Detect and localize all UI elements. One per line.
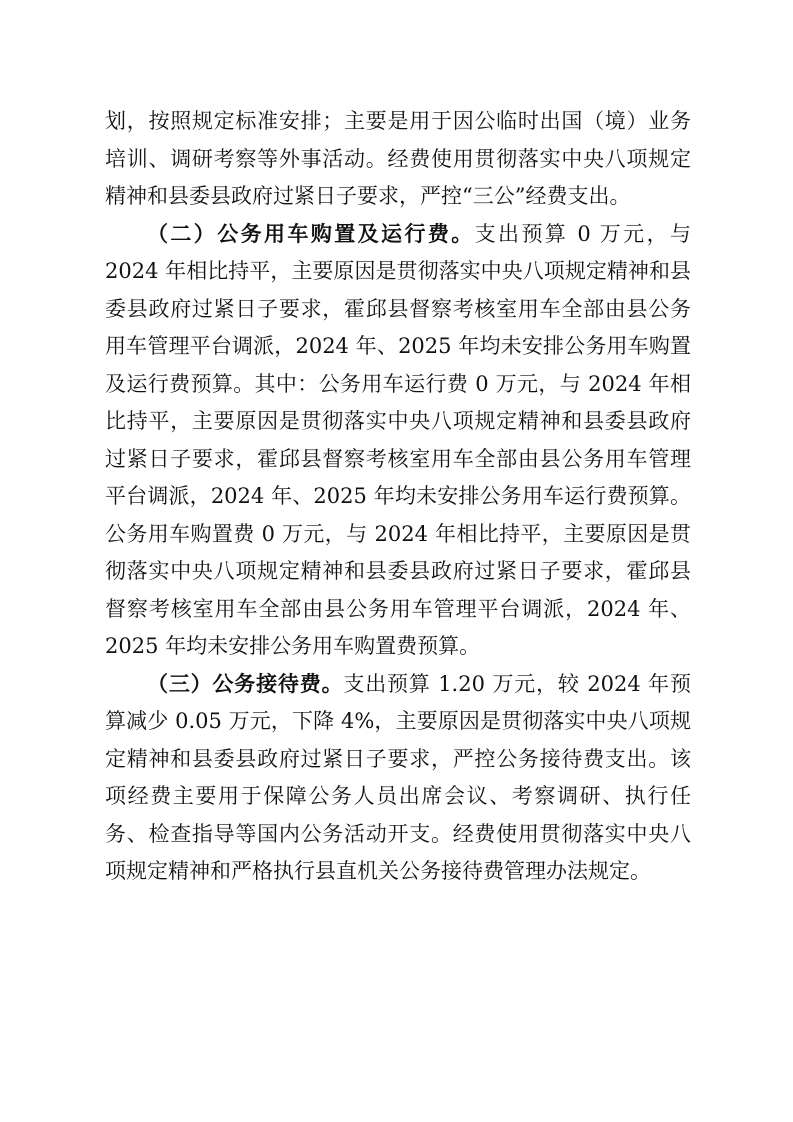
section-heading-vehicle: （二）公务用车购置及运行费。 — [147, 221, 475, 246]
paragraph-text: 划，按照规定标准安排；主要是用于因公临时出国（境）业务培训、调研考察等外事活动。经费使用贯彻落实中央八项规定精神和县委县政府过紧日子要求，严控“三公”经费支出。 — [105, 109, 691, 208]
paragraph-text: 支出预算 1.20 万元，较 2024 年预算减少 0.05 万元，下降 4%，主要原因是贯彻落实中央八项规定精神和县委县政府过紧日子要求，严控公务接待费支出。该项经费主要用于保障公务人员出席会议、考察调研、执行任务、检查指导等国内公务活动开支。经费使用贯彻落实中央八项规定精神和严格执行县直机关公务接待费管理办法规定。 — [105, 671, 691, 883]
paragraph-continued-three-public-expenses — [105, 103, 691, 216]
section-heading-reception: （三）公务接待费。 — [147, 671, 344, 696]
paragraph-text: 支出预算 0 万元，与 2024 年相比持平，主要原因是贯彻落实中央八项规定精神和县委县政府过紧日子要求，霍邱县督察考核室用车全部由县公务用车管理平台调派，2024 年、2025 年均未安排公务用车购置及运行费预算。其中：公务用车运行费 0 万元，与 2024 年相比持平，主要原因是贯彻落实中央八项规定精神和县委县政府过紧日子要求，霍邱县督察考核室用车全部由县公务用车管理平台调派，2024 年、2025 年均未安排公务用车运行费预算。公务用车购置费 0 万元，与 2024 年相比持平，主要原因是贯彻落实中央八项规定精神和县委县政府过紧日子要求，霍邱县督察考核室用车全部由县公务用车管理平台调派，2024 年、2025 年均未安排公务用车购置费预算。 — [105, 221, 691, 658]
paragraph-official-reception-expenses — [105, 666, 691, 891]
paragraph-official-vehicle-expenses — [105, 216, 691, 666]
document-body — [105, 103, 691, 891]
